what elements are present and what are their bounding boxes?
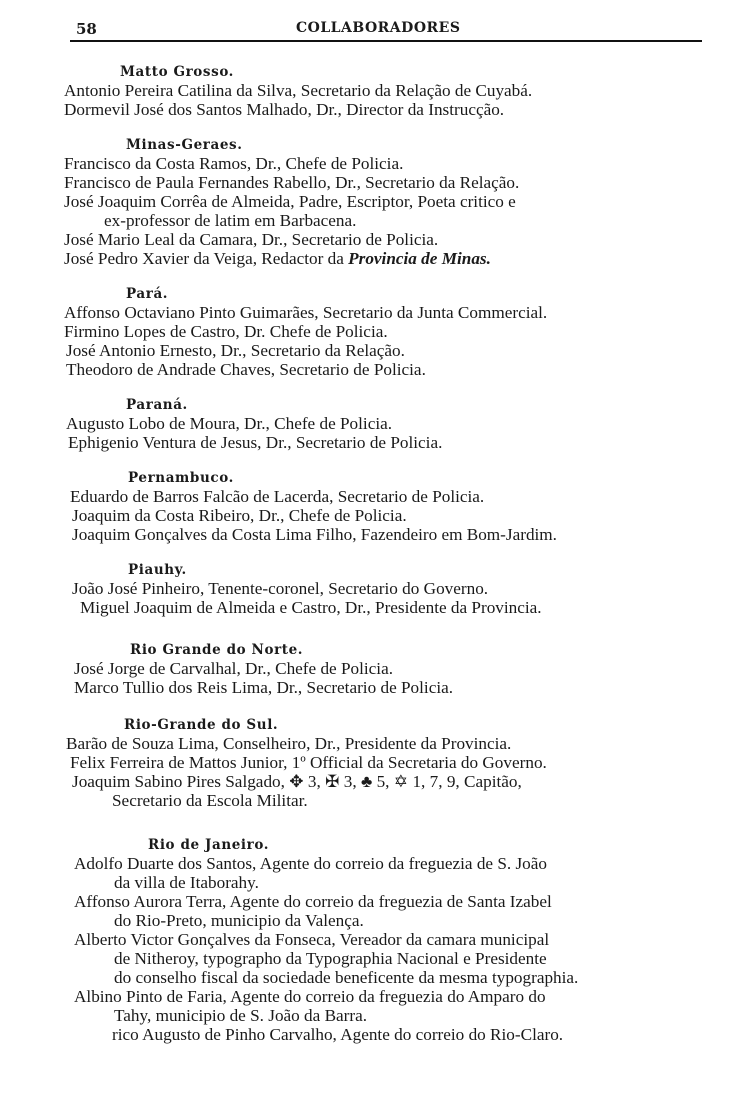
state-heading: Rio de Janeiro. — [148, 837, 270, 853]
state-section — [64, 639, 714, 697]
state-section — [64, 467, 714, 544]
state-heading: Rio-Grande do Sul. — [124, 717, 279, 733]
entry-text: Felix Ferreira de Mattos Junior, 1º Official da Secretaria do Governo. — [70, 753, 547, 772]
state-section — [64, 714, 714, 810]
contributor-entry — [64, 753, 714, 772]
entry-text: Joaquim Sabino Pires Salgado, ✥ 3, ✠ 3, ♣ 5, ✡ 1, 7, 9, Capitão, — [72, 772, 522, 791]
entry-text: Albino Pinto de Faria, Agente do correio da freguezia do Amparo do — [74, 987, 546, 1006]
entry-text: José Joaquim Corrêa de Almeida, Padre, Escriptor, Poeta critico e — [64, 192, 516, 211]
state-section — [64, 61, 714, 119]
contributor-entry — [64, 892, 714, 930]
entry-text: José Jorge de Carvalhal, Dr., Chefe de Policia. — [74, 659, 394, 678]
contributor-entry — [64, 1025, 714, 1044]
state-heading: Pernambuco. — [128, 470, 234, 486]
contributor-entry — [64, 930, 714, 987]
entry-text: Theodoro de Andrade Chaves, Secretario de Policia. — [66, 360, 426, 379]
entry-text: Augusto Lobo de Moura, Dr., Chefe de Policia. — [66, 414, 393, 433]
contributor-entry — [64, 341, 714, 360]
entry-continuation: ex-professor de latim em Barbacena. — [104, 211, 357, 230]
contributor-entry — [64, 659, 714, 678]
contributor-entry — [64, 303, 714, 322]
contributor-entry — [64, 772, 714, 810]
state-heading: Paraná. — [126, 397, 188, 413]
contributor-entry — [64, 249, 714, 268]
entry-continuation: do conselho fiscal da sociedade beneficente da mesma typographia. — [114, 968, 579, 987]
contributor-entry — [64, 525, 714, 544]
entry-text: rico Augusto de Pinho Carvalho, Agente do correio do Rio-Claro. — [112, 1025, 564, 1044]
entry-text: Alberto Victor Gonçalves da Fonseca, Vereador da camara municipal — [74, 930, 550, 949]
entry-text: Marco Tullio dos Reis Lima, Dr., Secretario de Policia. — [74, 678, 454, 697]
entry-continuation: de Nitheroy, typographo da Typographia Nacional e Presidente — [114, 949, 547, 968]
entry-text: Miguel Joaquim de Almeida e Castro, Dr., Presidente da Provincia. — [80, 598, 542, 617]
publication-title: Provincia de Minas. — [348, 249, 491, 268]
state-heading: Piauhy. — [128, 562, 187, 578]
contributor-entry — [64, 734, 714, 753]
header-rule — [70, 40, 702, 42]
entry-text: José Pedro Xavier da Veiga, Redactor da — [64, 249, 349, 268]
entry-continuation: da villa de Itaborahy. — [114, 873, 259, 892]
contributor-entry — [64, 987, 714, 1025]
entry-text: Dormevil José dos Santos Malhado, Dr., Director da Instrucção. — [64, 100, 505, 119]
contributor-entry — [64, 487, 714, 506]
contributor-entry — [64, 192, 714, 230]
entry-text: Ephigenio Ventura de Jesus, Dr., Secretario de Policia. — [68, 433, 443, 452]
page-number: 58 — [76, 20, 97, 38]
entry-continuation: Tahy, municipio de S. João da Barra. — [114, 1006, 368, 1025]
state-section — [64, 283, 714, 379]
contributor-entry — [64, 579, 714, 598]
entry-text: Affonso Aurora Terra, Agente do correio da freguezia de Santa Izabel — [74, 892, 552, 911]
page-header — [70, 18, 702, 40]
state-section — [64, 834, 714, 1044]
state-heading: Rio Grande do Norte. — [130, 642, 304, 658]
state-heading: Matto Grosso. — [120, 64, 234, 80]
entry-text: Francisco da Costa Ramos, Dr., Chefe de Policia. — [64, 154, 404, 173]
entry-text: Adolfo Duarte dos Santos, Agente do correio da freguezia de S. João — [74, 854, 547, 873]
directory-listing — [64, 61, 714, 1044]
entry-text: Francisco de Paula Fernandes Rabello, Dr., Secretario da Relação. — [64, 173, 520, 192]
state-heading: Pará. — [126, 286, 169, 302]
entry-text: Eduardo de Barros Falcão de Lacerda, Secretario de Policia. — [70, 487, 485, 506]
entry-text: Antonio Pereira Catilina da Silva, Secretario da Relação de Cuyabá. — [64, 81, 533, 100]
contributor-entry — [64, 100, 714, 119]
contributor-entry — [64, 322, 714, 341]
contributor-entry — [64, 360, 714, 379]
contributor-entry — [64, 678, 714, 697]
contributor-entry — [64, 230, 714, 249]
contributor-entry — [64, 81, 714, 100]
running-title: COLLABORADORES — [296, 20, 461, 36]
state-section — [64, 134, 714, 268]
contributor-entry — [64, 506, 714, 525]
entry-text: Joaquim Gonçalves da Costa Lima Filho, Fazendeiro em Bom-Jardim. — [72, 525, 557, 544]
entry-continuation: Secretario da Escola Militar. — [112, 791, 308, 810]
state-section — [64, 394, 714, 452]
entry-text: João José Pinheiro, Tenente-coronel, Secretario do Governo. — [72, 579, 489, 598]
entry-text: Firmino Lopes de Castro, Dr. Chefe de Policia. — [64, 322, 388, 341]
entry-text: José Mario Leal da Camara, Dr., Secretario de Policia. — [64, 230, 439, 249]
entry-continuation: do Rio-Preto, municipio da Valença. — [114, 911, 364, 930]
entry-text: José Antonio Ernesto, Dr., Secretario da Relação. — [66, 341, 405, 360]
contributor-entry — [64, 598, 714, 617]
entry-text: Joaquim da Costa Ribeiro, Dr., Chefe de Policia. — [72, 506, 407, 525]
contributor-entry — [64, 433, 714, 452]
state-heading: Minas-Geraes. — [126, 137, 243, 153]
contributor-entry — [64, 854, 714, 892]
entry-text: Barão de Souza Lima, Conselheiro, Dr., Presidente da Provincia. — [66, 734, 512, 753]
contributor-entry — [64, 414, 714, 433]
contributor-entry — [64, 154, 714, 173]
contributor-entry — [64, 173, 714, 192]
entry-text: Affonso Octaviano Pinto Guimarães, Secretario da Junta Commercial. — [64, 303, 548, 322]
state-section — [64, 559, 714, 617]
